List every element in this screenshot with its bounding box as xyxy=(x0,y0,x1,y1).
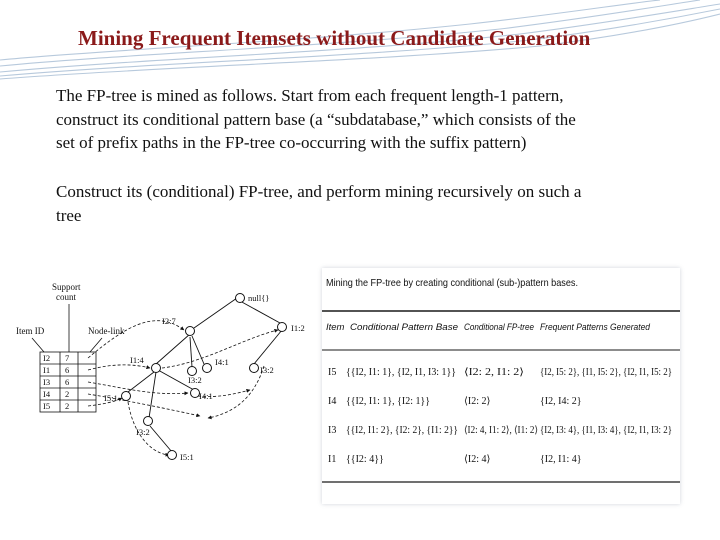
fp-tree-figure xyxy=(4,268,322,468)
count-header: count xyxy=(56,292,76,302)
paragraph-line: The FP-tree is mined as follows. Start from each frequent length-1 pattern, xyxy=(56,86,564,105)
node-label-i3: I3:2 xyxy=(136,427,150,437)
item-id-header: Item ID xyxy=(16,326,45,336)
node-label-i5: I5:1 xyxy=(180,452,194,462)
table-caption: Mining the FP-tree by creating conditional (sub-)pattern bases. xyxy=(326,278,578,289)
column-header: Conditional FP-tree xyxy=(464,322,534,333)
paragraph-mining-steps xyxy=(56,84,672,155)
column-header: Frequent Patterns Generated xyxy=(540,322,651,333)
cell-item: I5 xyxy=(328,367,337,378)
header-count: 6 xyxy=(65,377,70,387)
node-label-i4: I4:1 xyxy=(199,391,213,401)
column-header: Item xyxy=(326,322,345,333)
cell-patterns: {I2, I4: 2} xyxy=(540,396,582,407)
paragraph-recursive xyxy=(56,180,672,227)
cell-tree: ⟨I2: 4, I1: 2⟩, ⟨I1: 2⟩ xyxy=(464,425,539,436)
cell-patterns: {I2, I3: 4}, {I1, I3: 4}, {I2, I1, I3: 2} xyxy=(540,425,672,436)
paragraph-line: Construct its (conditional) FP-tree, and perform mining recursively on such a xyxy=(56,182,582,201)
cell-item: I3 xyxy=(328,425,337,436)
cell-patterns: {I2, I1: 4} xyxy=(540,454,582,465)
header-count: 7 xyxy=(65,353,70,363)
header-count: 2 xyxy=(65,389,70,399)
header-item: I1 xyxy=(43,365,51,375)
cell-tree: ⟨I2: 4⟩ xyxy=(464,454,491,465)
node-label-i1: I1:2 xyxy=(291,323,305,333)
cell-base: {{I2: 4}} xyxy=(346,454,384,465)
node-label-i4: I4:1 xyxy=(215,357,229,367)
cell-item: I4 xyxy=(328,396,337,407)
node-label-root: null{} xyxy=(248,293,270,303)
paragraph-line: construct its conditional pattern base (a “subdatabase,” which consists of the xyxy=(56,109,576,129)
cell-item: I1 xyxy=(328,454,337,465)
slide-title: Mining Frequent Itemsets without Candidate Generation xyxy=(78,26,591,50)
node-label-i3: I3:2 xyxy=(188,375,202,385)
cell-patterns: {I2, I5: 2}, {I1, I5: 2}, {I2, I1, I5: 2} xyxy=(540,367,672,378)
header-item: I5 xyxy=(43,401,51,411)
header-item: I4 xyxy=(43,389,51,399)
header-item: I2 xyxy=(43,353,51,363)
cell-base: {{I2, I1: 1}, {I2, I1, I3: 1}} xyxy=(346,367,456,378)
paragraph-line: set of prefix paths in the FP-tree co-occurring with the suffix pattern) xyxy=(56,133,527,152)
header-count: 2 xyxy=(65,401,70,411)
node-link-header: Node-link xyxy=(88,326,125,336)
cell-base: {{I2, I1: 2}, {I2: 2}, {I1: 2}} xyxy=(346,425,458,436)
column-header: Conditional Pattern Base xyxy=(350,322,458,333)
cell-tree: ⟨I2: 2, I1: 2⟩ xyxy=(464,367,525,378)
support-header: Support xyxy=(52,282,81,292)
paragraph-line: tree xyxy=(56,205,82,225)
header-item: I3 xyxy=(43,377,51,387)
node-label-i3: I3:2 xyxy=(260,365,274,375)
header-count: 6 xyxy=(65,365,70,375)
cell-tree: ⟨I2: 2⟩ xyxy=(464,396,491,407)
pattern-base-table-figure xyxy=(322,268,680,504)
node-label-i2: I2:7 xyxy=(162,316,176,326)
node-label-i1: I1:4 xyxy=(130,355,144,365)
cell-base: {{I2, I1: 1}, {I2: 1}} xyxy=(346,396,430,407)
node-label-i5: I5:1 xyxy=(104,393,118,403)
